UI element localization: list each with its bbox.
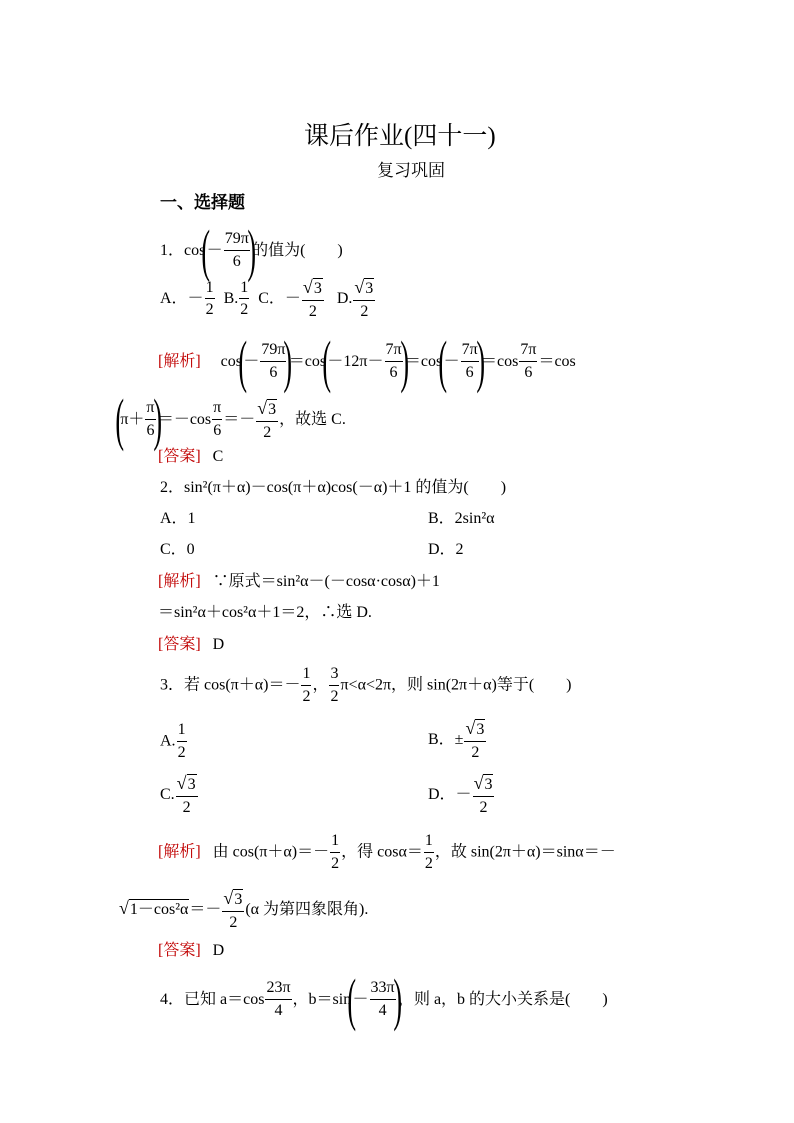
fraction-sqrt3-over-2 <box>176 774 198 817</box>
fraction-denominator: 4 <box>274 1002 283 1020</box>
q3-option-d <box>428 774 495 817</box>
fraction-numerator <box>256 399 278 422</box>
q2-solution-line1 <box>158 574 440 590</box>
fraction-numerator: 23π <box>265 980 291 1000</box>
fraction-denominator: 6 <box>269 364 278 382</box>
fraction-denominator: 2 <box>424 854 433 872</box>
q1-stem <box>160 218 343 283</box>
equals-neg: ＝－ <box>223 410 256 428</box>
equals-cos: ＝cos <box>404 352 443 370</box>
fraction-numerator: 79π <box>260 342 286 362</box>
option-b: B. <box>223 289 239 307</box>
q2-option-c: C．0 <box>160 541 195 558</box>
fraction-denominator: 6 <box>524 364 533 382</box>
equals-neg: ＝－ <box>189 900 222 918</box>
q1-answer <box>158 449 223 465</box>
sqrt: √3 <box>473 773 493 793</box>
right-paren: ) <box>392 967 402 1032</box>
radicand: 3 <box>476 721 485 738</box>
radicand: 3 <box>365 280 374 297</box>
answer-tag: [答案] <box>158 636 201 653</box>
q1-solution-line2 <box>115 387 346 452</box>
minus-sign: － <box>443 352 460 370</box>
q2-solution-line2: ＝sin²α＋cos²α＋1＝2，∴选 D. <box>158 604 372 621</box>
fraction-denominator: 2 <box>263 423 272 441</box>
left-paren: ( <box>201 218 211 283</box>
radicand: 3 <box>484 776 493 793</box>
sqrt: √3 <box>302 277 322 297</box>
q3-option-a <box>160 722 188 762</box>
fraction <box>330 833 340 873</box>
fraction-numerator: 7π <box>385 342 403 362</box>
q3-stem <box>160 666 572 706</box>
sqrt: √3 <box>465 718 485 738</box>
fraction-denominator: 6 <box>146 422 155 440</box>
left-paren: ( <box>347 967 357 1032</box>
left-paren: ( <box>438 329 448 394</box>
fraction <box>424 833 434 873</box>
solution-text: ∵原式＝sin²α－(－cosα·cosα)＋1 <box>212 573 440 590</box>
q4-prefix: 4．已知 a＝cos <box>160 990 265 1008</box>
fraction-sqrt3-over-2 <box>222 889 244 932</box>
fraction-denominator: 2 <box>471 743 480 761</box>
left-paren: ( <box>322 329 332 394</box>
fraction-denominator: 2 <box>331 854 340 872</box>
equals-neg-cos: ＝－cos <box>157 410 212 428</box>
fraction-numerator <box>222 889 244 912</box>
equals-cos: ＝cos <box>481 352 519 370</box>
option-label: C. <box>160 785 175 803</box>
solution-text: ，得 cosα＝ <box>341 843 423 861</box>
fraction-denominator: 2 <box>308 302 317 320</box>
fraction-numerator: 1 <box>205 280 215 300</box>
fraction-sqrt3-over-2 <box>256 399 278 442</box>
solution-text: ，故 sin(2π＋α)＝sinα＝－ <box>434 843 616 861</box>
q4-mid: ，b＝sin <box>292 990 352 1008</box>
q2-option-b: B．2sin²α <box>428 510 495 527</box>
fraction-denominator: 2 <box>182 798 191 816</box>
fraction-denominator: 2 <box>479 798 488 816</box>
fraction-denominator: 6 <box>389 364 398 382</box>
fraction-numerator: 79π <box>224 231 250 251</box>
solution-text: 由 cos(π＋α)＝－ <box>212 843 330 861</box>
radicand: 3 <box>268 400 277 418</box>
answer-value: D <box>212 636 225 653</box>
fraction-denominator: 2 <box>302 687 311 705</box>
comma: ， <box>312 676 329 694</box>
fraction <box>370 980 396 1020</box>
q1-suffix: 的值为( ) <box>252 241 343 259</box>
left-paren: ( <box>115 387 125 452</box>
fraction-denominator: 2 <box>360 302 369 320</box>
fraction-sqrt3-over-2 <box>464 719 486 762</box>
q4-stem <box>160 967 608 1032</box>
page-title: 课后作业(四十一) <box>304 123 496 150</box>
fraction-numerator: π <box>145 400 155 420</box>
fraction-numerator <box>176 774 198 797</box>
q3-option-b <box>428 719 487 762</box>
sqrt: √3 <box>354 277 374 297</box>
sqrt: √3 <box>223 888 243 908</box>
conclusion-text: (α 为第四象限角). <box>245 900 369 918</box>
fraction-numerator <box>473 774 495 797</box>
fraction-denominator: 2 <box>205 301 214 319</box>
answer-value: C <box>212 448 224 465</box>
radicand: 3 <box>187 776 196 793</box>
section-heading: 一、选择题 <box>160 193 245 212</box>
fraction-half <box>205 280 215 320</box>
option-label: A. <box>160 732 176 750</box>
fraction <box>301 666 311 706</box>
answer-value: D <box>212 942 225 959</box>
equals-cos: ＝cos <box>288 352 327 370</box>
q2-option-d: D．2 <box>428 541 464 558</box>
minus-sign: － <box>352 990 369 1008</box>
option-d: D. <box>336 289 353 307</box>
q1-prefix: 1．cos <box>160 241 206 259</box>
sqrt: √1－cos²α <box>119 897 189 918</box>
fraction-numerator: 1 <box>177 722 187 742</box>
fraction-denominator: 2 <box>330 687 339 705</box>
q3-option-c <box>160 774 199 817</box>
q3-solution-line2 <box>119 889 368 932</box>
sqrt: √3 <box>176 773 196 793</box>
option-label: D．－ <box>428 785 472 803</box>
minus-12pi: －12π－ <box>327 352 384 370</box>
q2-stem: 2．sin²(π＋α)－cos(π＋α)cos(－α)＋1 的值为( ) <box>160 479 507 496</box>
fraction-denominator: 2 <box>229 913 238 931</box>
fraction-numerator: π <box>212 400 222 420</box>
right-paren: ) <box>399 329 409 394</box>
answer-tag: [答案] <box>158 448 201 465</box>
radicand: 1－cos²α <box>129 900 189 918</box>
conclusion-text: ，故选 C. <box>279 410 346 428</box>
q3-solution-line1 <box>158 833 616 873</box>
fraction-numerator: 1 <box>239 280 249 300</box>
fraction-sqrt3-over-2 <box>473 774 495 817</box>
minus-sign: － <box>206 241 223 259</box>
fraction <box>212 400 222 440</box>
fraction-sqrt3-over-2 <box>302 278 324 321</box>
q3-range: π<α<2π，则 sin(2π＋α)等于( ) <box>340 676 572 694</box>
fraction-denominator: 6 <box>213 422 222 440</box>
answer-tag: [答案] <box>158 942 201 959</box>
option-a: A．－ <box>160 289 204 307</box>
analysis-tag: [解析] <box>158 843 201 861</box>
left-paren: ( <box>238 329 248 394</box>
cos-text: cos <box>220 352 242 370</box>
fraction-sqrt3-over-2 <box>353 278 375 321</box>
fraction-numerator: 33π <box>370 980 396 1000</box>
fraction-numerator: 3 <box>329 666 339 686</box>
fraction-numerator <box>464 719 486 742</box>
fraction-numerator: 7π <box>519 342 537 362</box>
fraction <box>224 231 250 271</box>
fraction-numerator: 7π <box>461 342 479 362</box>
fraction <box>265 980 291 1020</box>
radicand: 3 <box>234 891 243 908</box>
option-label: B．± <box>428 730 464 748</box>
minus-sign: － <box>243 352 260 370</box>
fraction-numerator: 1 <box>301 666 311 686</box>
pi-plus: π＋ <box>120 410 145 428</box>
sqrt: √3 <box>257 397 277 418</box>
q2-answer <box>158 637 224 653</box>
fraction-denominator: 2 <box>240 301 249 319</box>
analysis-tag: [解析] <box>158 573 201 590</box>
fraction-denominator: 6 <box>465 364 474 382</box>
q1-solution-line1 <box>158 329 576 394</box>
q3-prefix: 3．若 cos(π＋α)＝－ <box>160 676 301 694</box>
option-c: C．－ <box>258 289 301 307</box>
right-paren: ) <box>152 387 162 452</box>
fraction-denominator: 2 <box>177 743 186 761</box>
fraction-denominator: 4 <box>378 1002 387 1020</box>
fraction-numerator <box>353 278 375 301</box>
q2-option-a: A．1 <box>160 510 196 527</box>
analysis-tag: [解析] <box>158 352 201 370</box>
fraction-numerator: 1 <box>330 833 340 853</box>
fraction <box>329 666 339 706</box>
right-paren: ) <box>283 329 293 394</box>
q1-options <box>160 278 376 321</box>
fraction <box>519 342 537 382</box>
q4-suffix: ，则 a，b 的大小关系是( ) <box>397 990 608 1008</box>
radicand: 3 <box>313 280 322 297</box>
right-paren: ) <box>247 218 256 283</box>
fraction <box>177 722 187 762</box>
page-subtitle: 复习巩固 <box>377 161 445 180</box>
fraction-denominator: 6 <box>232 253 241 271</box>
fraction-numerator <box>302 278 324 301</box>
q3-answer <box>158 943 224 959</box>
fraction-half <box>239 280 249 320</box>
right-paren: ) <box>476 329 485 394</box>
fraction-numerator: 1 <box>424 833 434 853</box>
equals-cos: ＝cos <box>538 352 576 370</box>
